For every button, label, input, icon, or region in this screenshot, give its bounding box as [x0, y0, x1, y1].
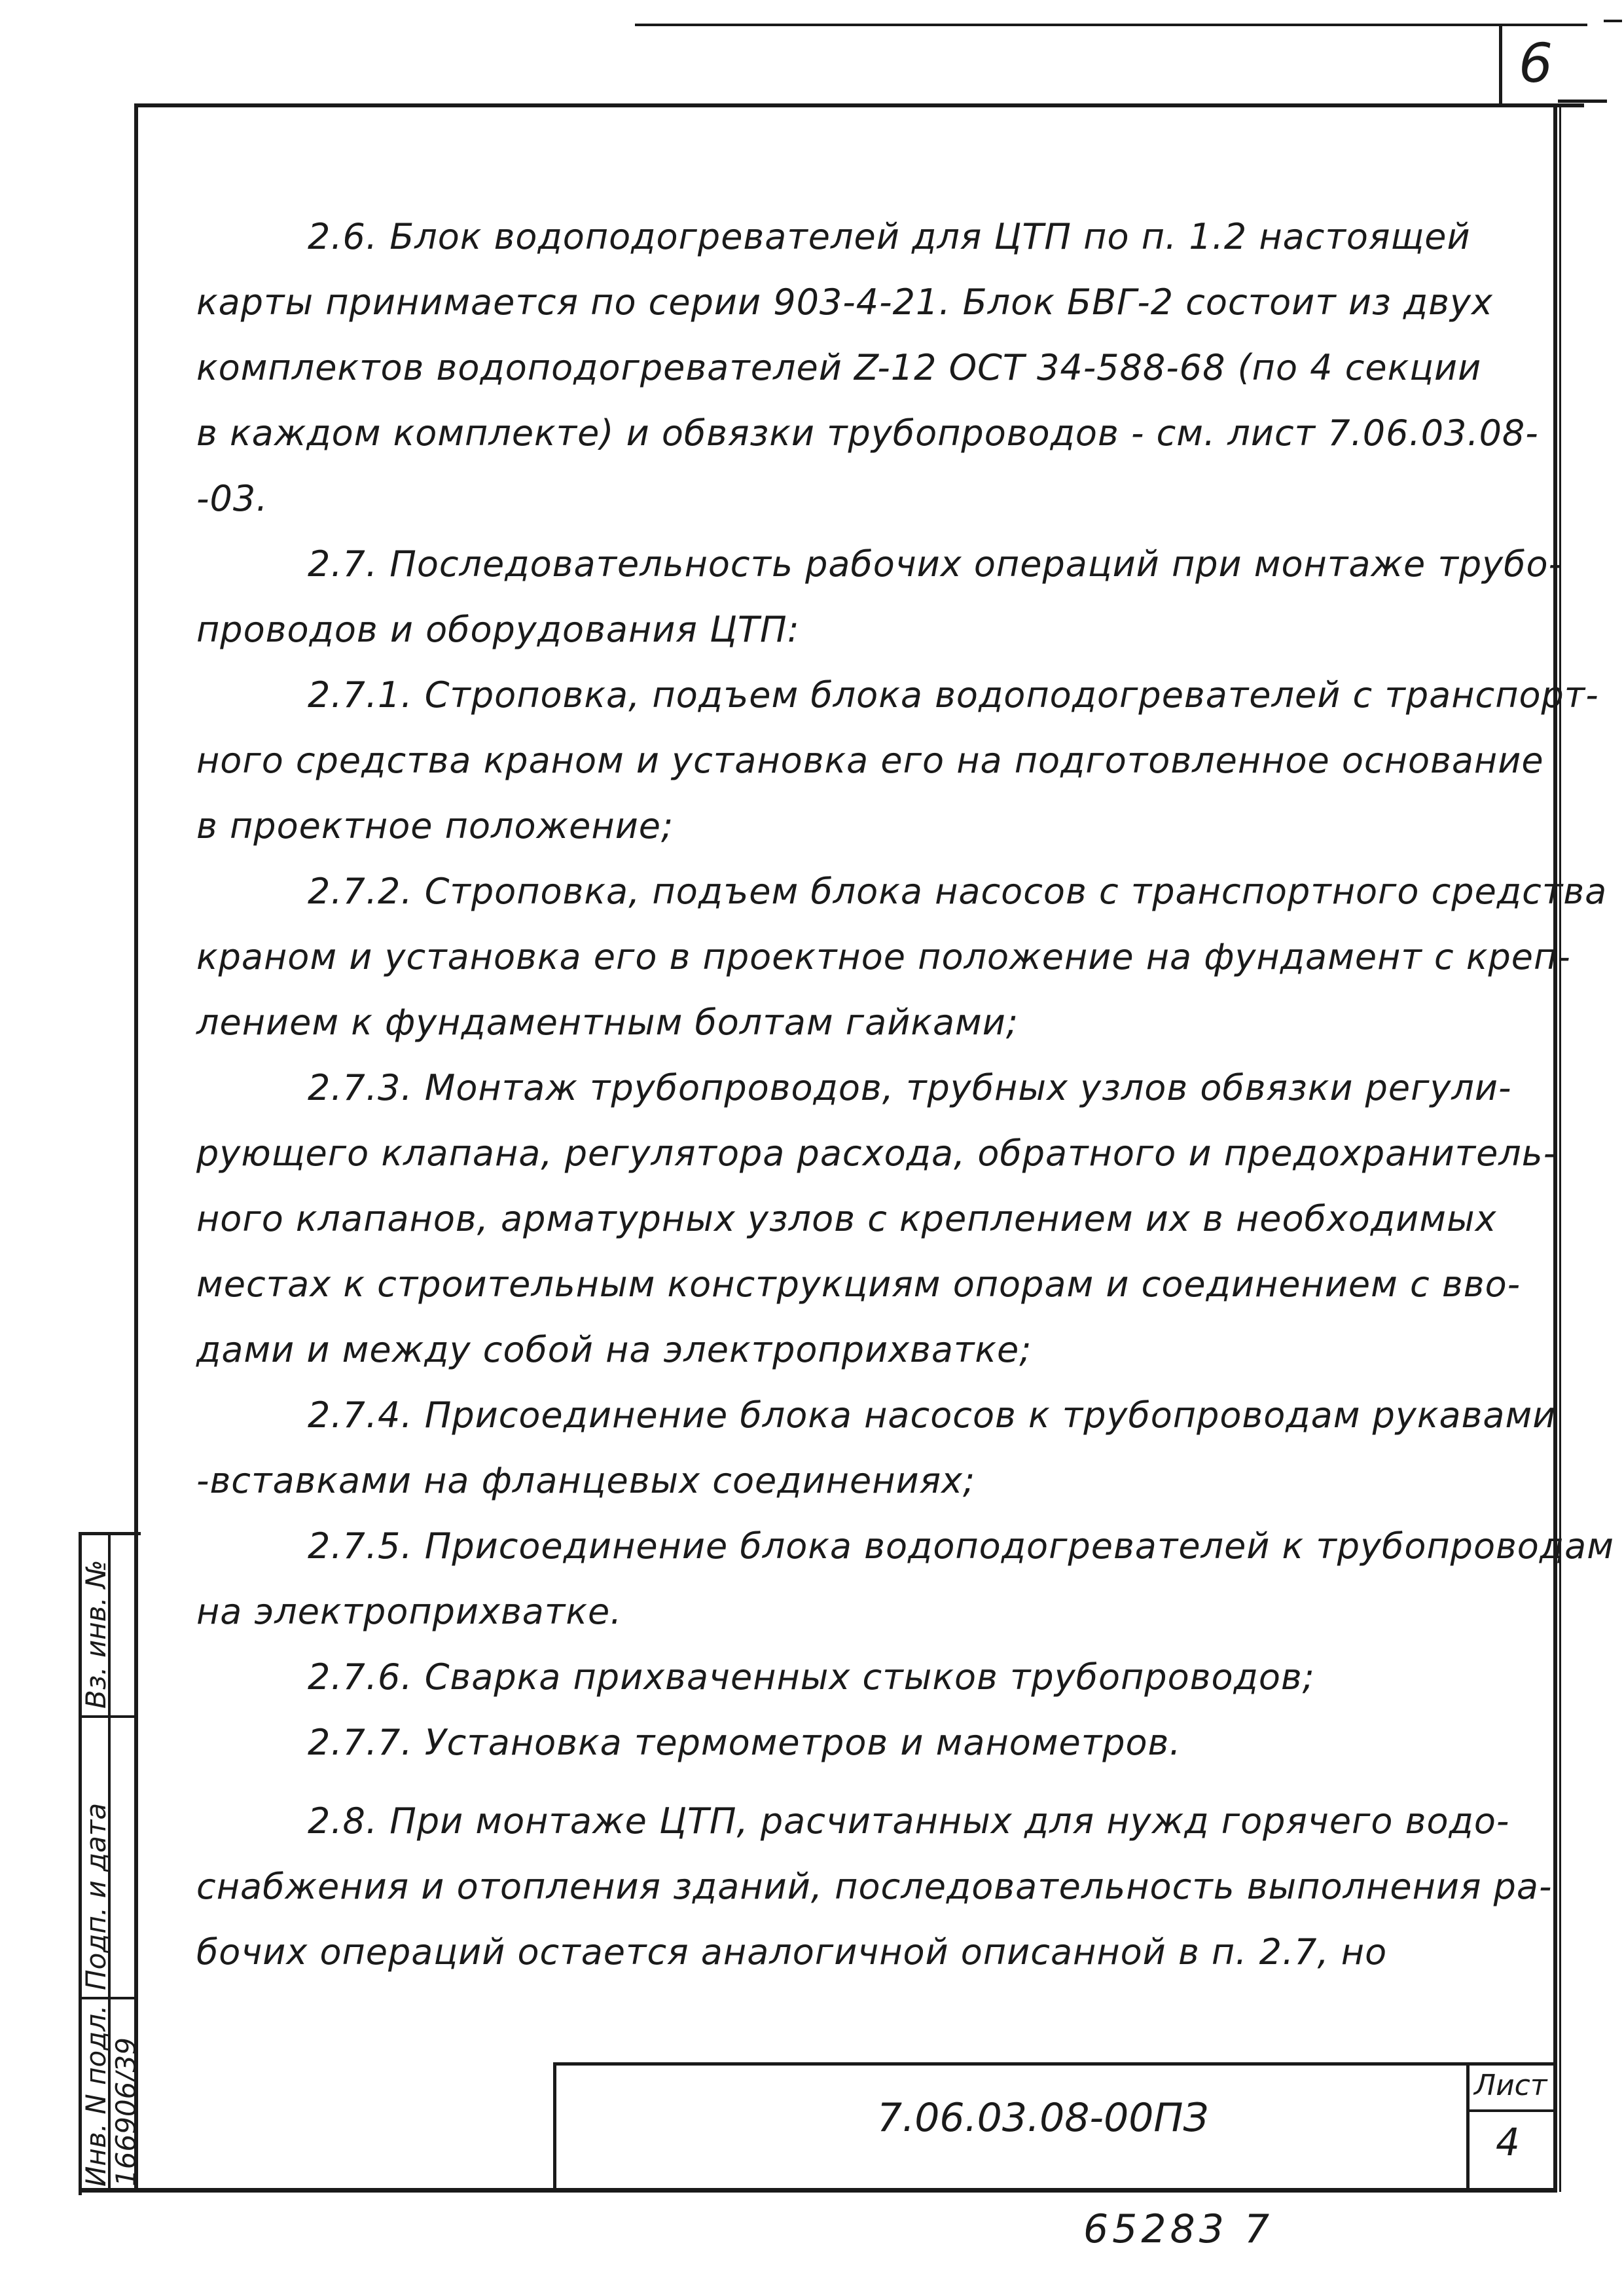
page-number: 6 [1519, 33, 1553, 95]
body-line: рующего клапана, регулятора расхода, обратного и предохранитель- [196, 1133, 1557, 1174]
body-line: в проектное положение; [196, 805, 674, 847]
body-line: лением к фундаментным болтам гайками; [196, 1002, 1019, 1043]
body-line: 2.7.5. Присоединение блока водоподогревателей к трубопроводам [308, 1525, 1615, 1567]
body-line: дами и между собой на электроприхватке; [196, 1329, 1032, 1370]
body-line: 2.7.1. Строповка, подъем блока водоподогревателей с транспорт- [308, 674, 1599, 716]
frame-top-extension [1558, 100, 1607, 103]
body-line: на электроприхватке. [196, 1591, 623, 1632]
frame-bottom [79, 2188, 1557, 2193]
sidebar-rule [79, 1997, 137, 1999]
top-rule-tail [1604, 20, 1622, 22]
title-block-sheet-divider [1466, 2109, 1557, 2112]
body-line: ного клапанов, арматурных узлов с креплением их в необходимых [196, 1198, 1497, 1239]
body-line: 2.7. Последовательность рабочих операций при монтаже трубо- [308, 543, 1562, 585]
sidebar-rule [79, 1715, 137, 1718]
body-line: краном и установка его в проектное положение на фундамент с креп- [196, 936, 1571, 977]
body-line: 2.8. При монтаже ЦТП, расчитанных для нужд горячего водо- [308, 1800, 1510, 1842]
inv-original-label: Инв. N подл. [80, 2005, 112, 2187]
body-line: ного средства краном и установка его на подготовленное основание [196, 740, 1544, 781]
signature-date-label: Подп. и дата [80, 1802, 112, 1990]
body-line: -03. [196, 478, 268, 519]
frame-right-inner [1559, 103, 1561, 2192]
body-line: -вставками на фланцевых соединениях; [196, 1460, 976, 1501]
body-line: 2.7.2. Строповка, подъем блока насосов с транспортного средства [308, 871, 1608, 912]
sheet-label: Лист [1474, 2069, 1547, 2102]
body-line: проводов и оборудования ЦТП: [196, 609, 800, 650]
page-number-separator [1499, 24, 1502, 105]
body-line: снабжения и отопления зданий, последовательность выполнения ра- [196, 1866, 1553, 1907]
body-line: местах к строительным конструкциям опорам и соединением с вво- [196, 1264, 1521, 1305]
body-line: в каждом комплекте) и обвязки трубопроводов - см. лист 7.06.03.08- [196, 412, 1539, 454]
frame-top [134, 103, 1584, 107]
replace-inv-label: Вз. инв. № [80, 1559, 112, 1709]
title-block-top [553, 2062, 1557, 2066]
body-line: бочих операций остается аналогичной описанной в п. 2.7, но [196, 1931, 1388, 1973]
top-rule [635, 24, 1587, 26]
body-line: 2.7.6. Сварка прихваченных стыков трубопроводов; [308, 1656, 1315, 1698]
body-line: комплектов водоподогревателей Z-12 ОСТ 34-588-68 (по 4 секции [196, 347, 1482, 388]
body-line: карты принимается по серии 903-4-21. Блок БВГ-2 состоит из двух [196, 282, 1493, 323]
title-block-left [553, 2062, 556, 2190]
title-block-right [1466, 2062, 1470, 2190]
body-line: 2.7.4. Присоединение блока насосов к трубопроводам рукавами [308, 1394, 1557, 1436]
document-code: 7.06.03.08-00ПЗ [877, 2095, 1209, 2141]
body-line: 2.6. Блок водоподогревателей для ЦТП по п. 1.2 настоящей [308, 216, 1471, 257]
inv-original-value: 166906/39 [110, 2037, 142, 2187]
body-line: 2.7.3. Монтаж трубопроводов, трубных узлов обвязки регули- [308, 1067, 1512, 1108]
sheet-number: 4 [1496, 2120, 1520, 2164]
footer-number: 65283 7 [1083, 2206, 1274, 2252]
body-line: 2.7.7. Установка термометров и манометров. [308, 1722, 1182, 1763]
